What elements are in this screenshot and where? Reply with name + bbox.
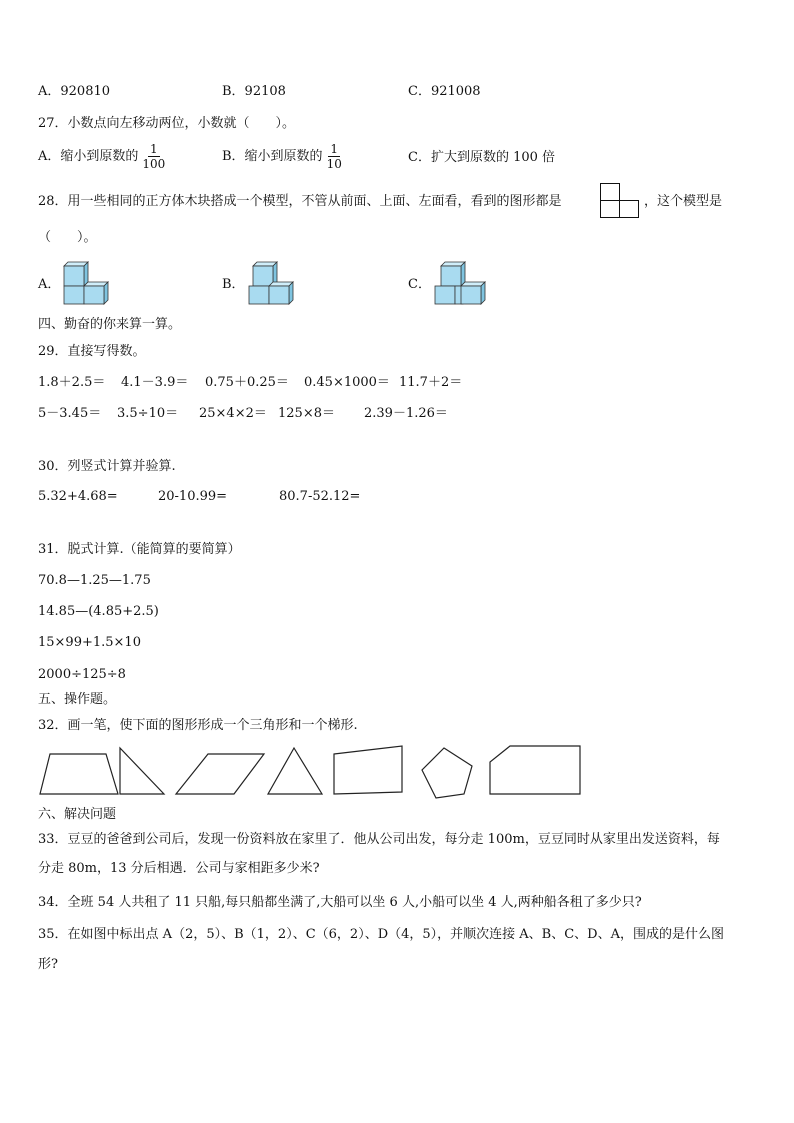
q27-option-b-text: B．缩小到原数的 — [222, 149, 323, 164]
view-shape-icon — [600, 183, 640, 219]
q26-option-c: C．921008 — [408, 84, 481, 99]
q28-stem-line2: （ ）。 — [38, 230, 97, 245]
q28-option-a-label: A． — [38, 277, 61, 292]
q29-expr: 125×8＝ — [278, 406, 335, 421]
q31-stem: 31．脱式计算.（能简算的要简算） — [38, 542, 241, 557]
q33-line1: 33．豆豆的爸爸到公司后，发现一份资料放在家里了．他从公司出发，每分走 100m，豆豆同时从家里出发送资料，每 — [38, 832, 720, 847]
q32-stem: 32．画一笔，使下面的图形形成一个三角形和一个梯形. — [38, 718, 358, 733]
q27-option-c: C．扩大到原数的 100 倍 — [408, 150, 556, 165]
q29-expr: 0.45×1000＝ — [304, 375, 390, 390]
section-4-heading: 四、勤奋的你来算一算。 — [38, 317, 182, 332]
q29-stem: 29．直接写得数。 — [38, 344, 146, 359]
fraction-denominator: 100 — [142, 157, 166, 171]
cube-model-c-icon — [433, 260, 487, 306]
q29-expr: 1.8＋2.5＝ — [38, 375, 106, 390]
section-6-heading: 六、解决问题 — [38, 807, 117, 822]
q27-option-b — [222, 140, 346, 174]
fraction-numerator: 1 — [150, 142, 158, 156]
cube-model-b-icon — [247, 260, 295, 306]
q32-shapes — [38, 742, 586, 802]
q31-item: 14.85—(4.85+2.5) — [38, 604, 159, 619]
q28-option-b-label: B． — [222, 277, 245, 292]
q27-option-a-text: A．缩小到原数的 — [38, 149, 139, 164]
fraction-numerator: 1 — [330, 142, 339, 156]
q27-option-b-fraction — [325, 142, 344, 171]
q26-option-a: A．920810 — [38, 84, 111, 99]
q29-expr: 25×4×2＝ — [199, 406, 267, 421]
q31-item: 15×99+1.5×10 — [38, 635, 141, 650]
section-5-heading: 五、操作题。 — [38, 692, 117, 707]
q30-item: 5.32+4.68= — [38, 489, 118, 504]
q28-stem-part2: ，这个模型是 — [644, 194, 723, 209]
q29-expr: 4.1－3.9＝ — [121, 375, 189, 390]
parallelogram-shape — [176, 754, 264, 794]
pentagon-shape — [422, 748, 472, 798]
cube-model-a-icon — [62, 260, 110, 306]
q30-stem: 30．列竖式计算并验算. — [38, 459, 176, 474]
q29-expr: 11.7＋2＝ — [399, 375, 463, 390]
q27-stem: 27．小数点向左移动两位，小数就（ ）。 — [38, 116, 296, 131]
q31-item: 70.8—1.25—1.75 — [38, 573, 151, 588]
q29-expr: 0.75＋0.25＝ — [205, 375, 289, 390]
q35-line1: 35．在如图中标出点 A（2，5）、B（1，2）、C（6，2）、D（4，5），并顺次连接 A、B、C、D、A，围成的是什么图 — [38, 927, 724, 942]
q26-option-b: B．92108 — [222, 84, 286, 99]
q27-option-a — [38, 140, 169, 174]
quadrilateral-shape — [334, 746, 402, 794]
trapezoid-shape — [40, 754, 118, 794]
fraction-denominator: 10 — [326, 157, 342, 171]
q35-line2: 形? — [38, 957, 58, 972]
q28-option-c-label: C． — [408, 277, 431, 292]
q31-item: 2000÷125÷8 — [38, 667, 126, 682]
triangle-shape — [268, 748, 322, 794]
q30-item: 80.7-52.12= — [279, 489, 361, 504]
q27-option-a-fraction — [140, 142, 167, 171]
q30-item: 20-10.99= — [158, 489, 228, 504]
right-triangle-shape — [120, 748, 164, 794]
pentagon-rect-shape — [490, 746, 580, 794]
q29-expr: 3.5÷10＝ — [117, 406, 179, 421]
q29-expr: 2.39－1.26＝ — [364, 406, 448, 421]
q33-line2: 分走 80m，13 分后相遇．公司与家相距多少米? — [38, 861, 320, 876]
q29-expr: 5－3.45＝ — [38, 406, 102, 421]
q28-stem-part1: 28．用一些相同的正方体木块搭成一个模型，不管从前面、上面、左面看，看到的图形都是 — [38, 194, 562, 209]
q34-text: 34．全班 54 人共租了 11 只船,每只船都坐满了,大船可以坐 6 人,小船可以坐 4 人,两种船各租了多少只? — [38, 895, 642, 910]
